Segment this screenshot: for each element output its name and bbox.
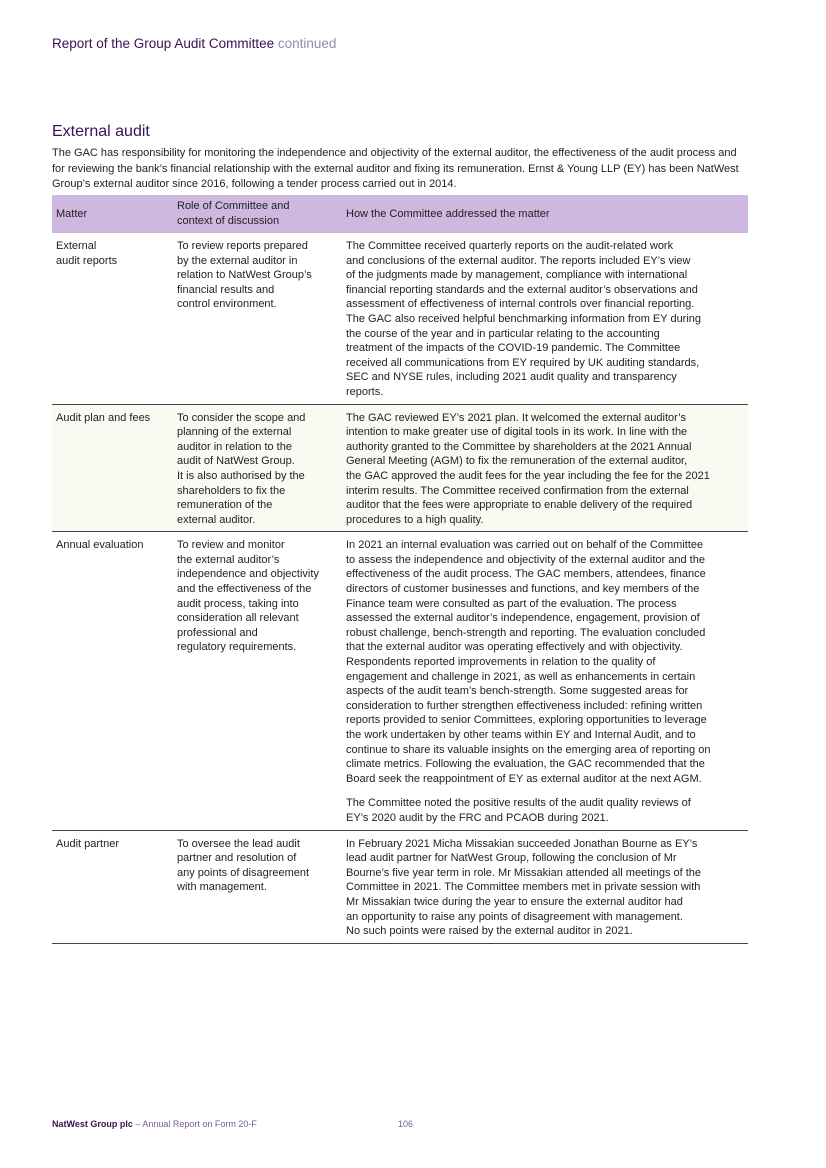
cell-role: To consider the scope and planning of the external auditor in relation to the audit of NatWest Group. It is also authorised by the shareholders to fix the remuneration of the external auditor. [173,404,342,532]
table-row [52,404,748,532]
table-row [52,830,748,943]
cell-role: To oversee the lead audit partner and resolution of any points of disagreement with management. [173,830,342,943]
header-title: Report of the Group Audit Committee [52,36,275,51]
section-intro: The GAC has responsibility for monitoring the independence and objectivity of the external auditor, the effectiveness of the audit process and for reviewing the bank’s financial relationship with the external auditor and fixing its remuneration. Ernst & Young LLP (EY) has been NatWest Group’s external auditor since 2016, following a tender process carried out in 2014. [52,147,739,190]
footer-report-title: Annual Report on Form 20-F [142,1119,257,1129]
cell-how [342,233,748,404]
cell-how-text: In 2021 an internal evaluation was carried out on behalf of the Committee to assess the independence and objectivity of the external auditor and the effectiveness of the audit process. The GAC members, attendees, finance directors of customer businesses and functions, and key members of the Finance team were consulted as part of the evaluation. The process assessed the external auditor’s independence, engagement, provision of robust challenge, bench-strength and reporting. The evaluation concluded that the external auditor was operating effectively and with objectivity. Respondents reported improvements in relation to the quality of engagement and challenge in 2021, as well as enhancements in certain aspects of the audit team’s bench-strength. Some suggested areas for consideration to further strengthen effectiveness included: refining written reports provided to senior Committees, exploring opportunities to leverage the work undertaken by other teams within EY and Internal Audit, and to continue to share its valuable insights on the emerging area of reporting on climate metrics. Following the evaluation, the GAC recommended that the Board seek the reappointment of EY as external auditor at the next AGM. [346,539,711,785]
table-row [52,532,748,830]
cell-matter: Annual evaluation [52,532,173,830]
cell-how-text: The GAC reviewed EY’s 2021 plan. It welcomed the external auditor’s intention to make greater use of digital tools in its work. In line with the authority granted to the Committee by shareholders at the 2021 Annual General Meeting (AGM) to fix the remuneration of the external auditor, the GAC approved the audit fees for the year including the fee for the 2021 interim results. The Committee received confirmation from the external auditor that the fees were appropriate to enable delivery of the required procedures to a high quality. [346,411,710,526]
header-matter: Matter [52,195,173,233]
cell-matter: External audit reports [52,233,173,404]
footer-separator: – [132,1119,143,1129]
cell-matter: Audit plan and fees [52,404,173,532]
cell-how [342,404,748,532]
cell-how [342,532,748,830]
cell-how [342,830,748,943]
cell-how-text: The Committee received quarterly reports on the audit-related work and conclusions of the external auditor. The reports included EY’s view of the judgments made by management, compliance with international financial reporting standards and the external auditor’s observations and assessment of effectiveness of internal controls over financial reporting. The GAC also received helpful benchmarking information from EY during the course of the year and in particular relating to the accounting treatment of the impacts of the COVID-19 pandemic. The Committee received all communications from EY required by UK auditing standards, SEC and NYSE rules, including 2021 audit quality and transparency reports. [346,240,702,398]
header-how: How the Committee addressed the matter [342,195,748,233]
header-role: Role of Committee and context of discussion [173,195,342,233]
cell-role: To review and monitor the external auditor’s independence and objectivity and the effectiveness of the audit process, taking into consideration all relevant professional and regulatory requirements. [173,532,342,830]
external-audit-table [52,195,748,944]
cell-role: To review reports prepared by the external auditor in relation to NatWest Group’s financial results and control environment. [173,233,342,404]
page-number: 106 [398,1119,414,1129]
footer-brand: NatWest Group plc [52,1119,133,1129]
table-header-row [52,195,748,233]
footer [52,1119,257,1129]
cell-how-text-second: The Committee noted the positive results of the audit quality reviews of EY’s 2020 audit by the FRC and PCAOB during 2021. [346,797,691,824]
cell-how-text: In February 2021 Micha Missakian succeeded Jonathan Bourne as EY’s lead audit partner for NatWest Group, following the conclusion of Mr Bourne’s five year term in role. Mr Missakian attended all meetings of the Committee in 2021. The Committee members met in private session with Mr Missakian twice during the year to ensure the external auditor had an opportunity to raise any points of disagreement with management. No such points were raised by the external auditor in 2021. [346,837,702,938]
running-header [52,36,336,51]
section-title: External audit [52,123,150,140]
table-row [52,233,748,404]
cell-matter: Audit partner [52,830,173,943]
header-continued: continued [277,36,337,51]
